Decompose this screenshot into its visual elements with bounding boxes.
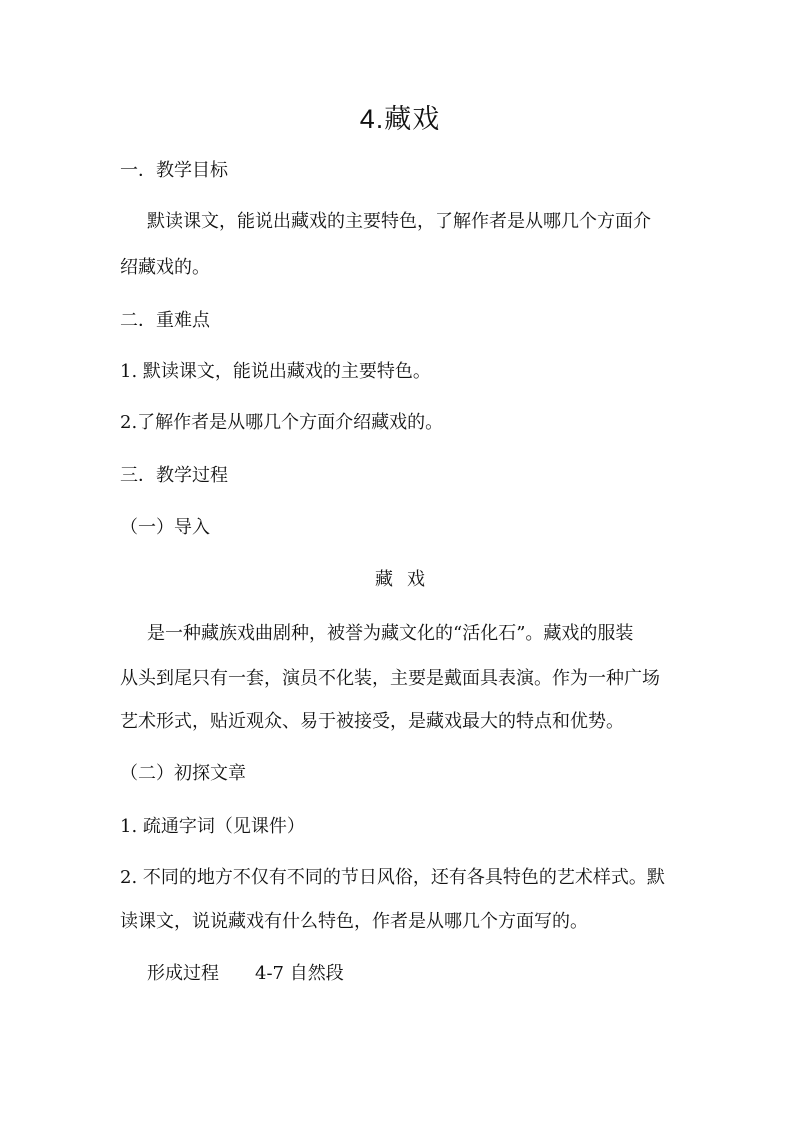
part-heading-first-exploration: （二）初探文章 xyxy=(120,763,246,784)
step-2-line-2: 读课文，说说藏戏有什么特色，作者是从哪几个方面写的。 xyxy=(120,911,588,932)
intro-paragraph-line-2: 从头到尾只有一套，演员不化装，主要是戴面具表演。作为一种广场 xyxy=(120,668,660,689)
document-title: 4.藏戏 xyxy=(359,104,441,134)
part-heading-introduction: （一）导入 xyxy=(120,517,210,538)
section-heading-teaching-process: 三．教学过程 xyxy=(120,465,228,486)
intro-subtitle: 藏戏 xyxy=(375,569,439,590)
key-point-1: 1. 默读课文，能说出藏戏的主要特色。 xyxy=(120,361,431,382)
intro-paragraph-line-1: 是一种藏族戏曲剧种，被誉为藏文化的“活化石”。藏戏的服装 xyxy=(147,623,634,644)
step-2-line-1: 2. 不同的地方不仅有不同的节日风俗，还有各具特色的艺术样式。默 xyxy=(120,867,665,888)
intro-paragraph-line-3: 艺术形式，贴近观众、易于被接受，是藏戏最大的特点和优势。 xyxy=(120,711,624,732)
formation-range: 4-7 自然段 xyxy=(255,963,344,984)
goal-text-line-1: 默读课文，能说出藏戏的主要特色，了解作者是从哪几个方面介 xyxy=(147,211,651,232)
formation-label: 形成过程 xyxy=(147,963,219,984)
step-1: 1. 疏通字词（见课件） xyxy=(120,816,305,837)
formation-row xyxy=(147,962,717,986)
key-point-2: 2.了解作者是从哪几个方面介绍藏戏的。 xyxy=(120,412,444,433)
section-heading-teaching-goals: 一．教学目标 xyxy=(120,160,228,181)
section-heading-key-points: 二．重难点 xyxy=(120,310,210,331)
goal-text-line-2: 绍藏戏的。 xyxy=(120,257,210,278)
